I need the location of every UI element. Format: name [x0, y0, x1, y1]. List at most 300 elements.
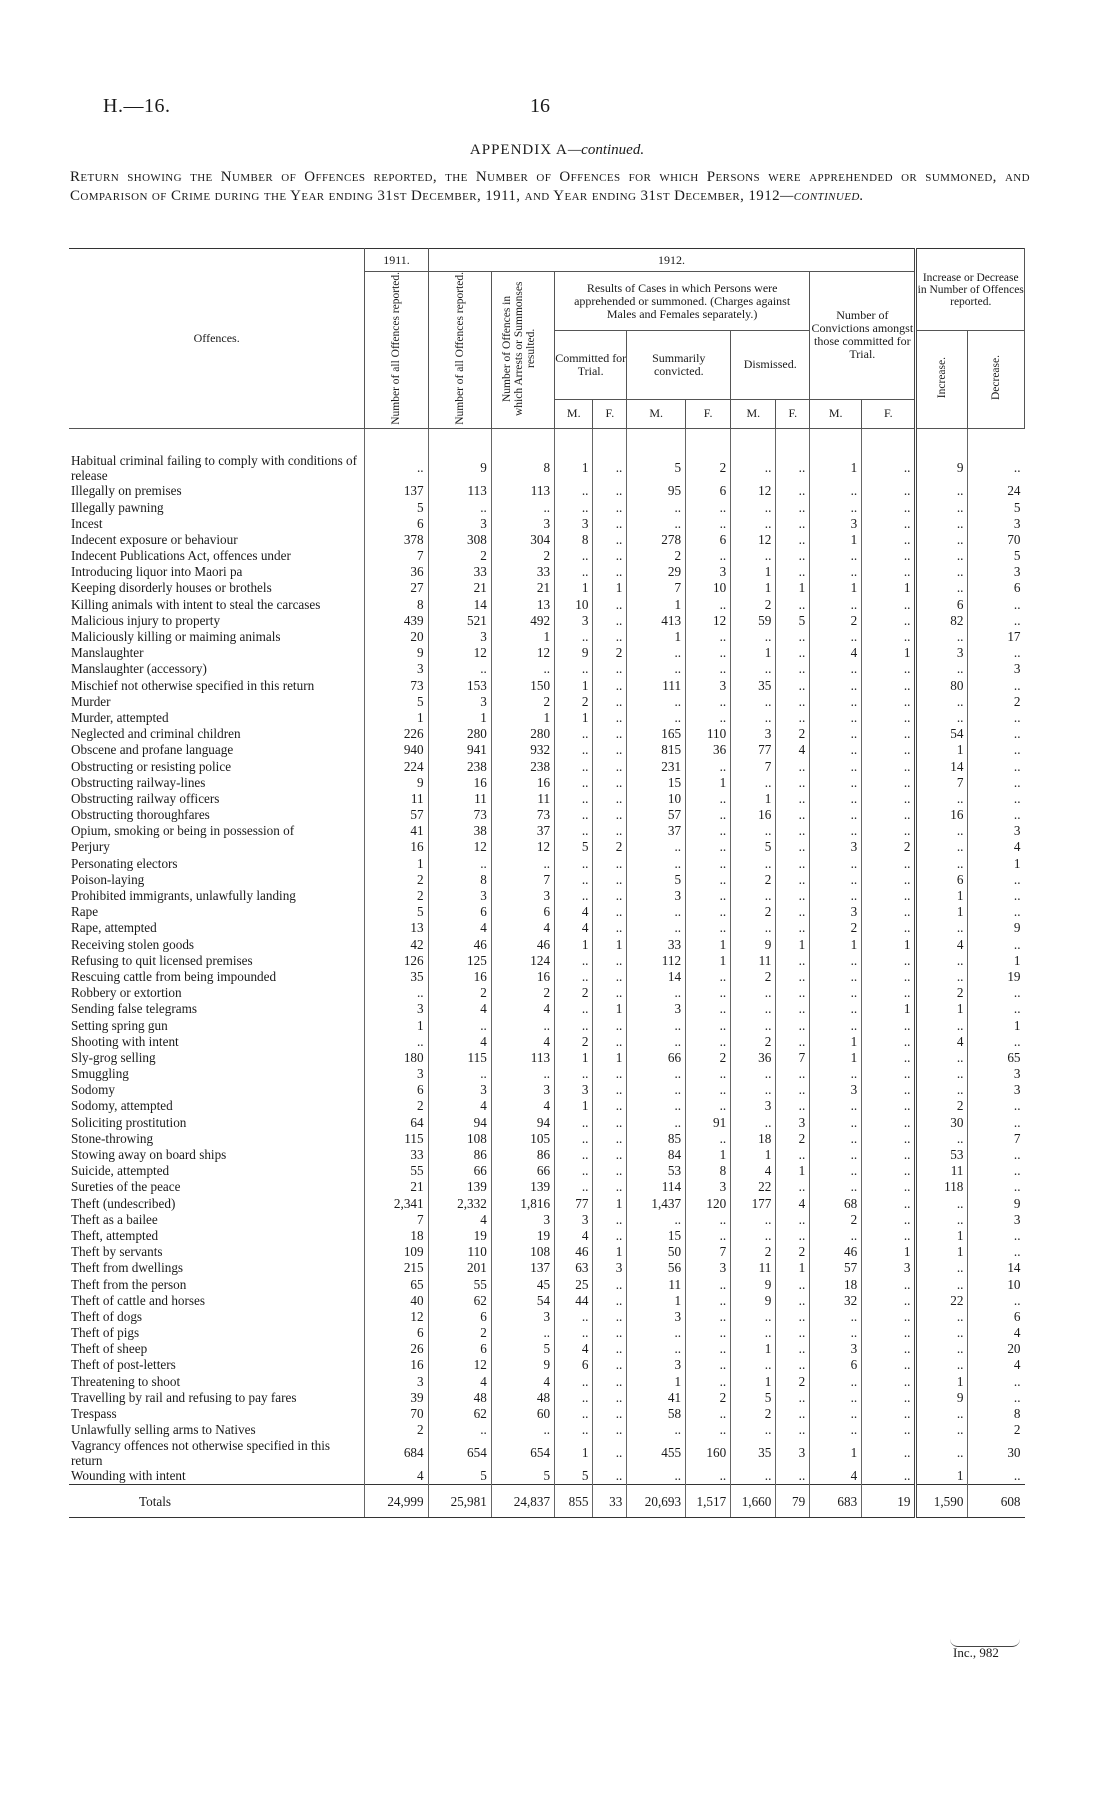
table-cell: 10: [686, 580, 731, 596]
table-cell: ..: [593, 1308, 627, 1324]
table-cell: 1: [731, 564, 776, 580]
table-cell: ..: [686, 1001, 731, 1017]
table-cell: ..: [593, 855, 627, 871]
table-cell: 3: [776, 1114, 810, 1130]
table-cell: ..: [593, 1227, 627, 1243]
table-cell: ..: [731, 1114, 776, 1130]
table-cell: ..: [593, 790, 627, 806]
table-cell: 13: [365, 920, 428, 936]
table-cell: 3: [968, 1082, 1025, 1098]
table-cell: 2,332: [428, 1195, 491, 1211]
table-cell: 46: [491, 936, 554, 952]
totals-label: Totals: [69, 1485, 365, 1518]
offence-name: Opium, smoking or being in possession of: [71, 823, 295, 839]
table-cell: ..: [491, 661, 554, 677]
table-cell: ..: [555, 807, 593, 823]
table-cell: ..: [593, 483, 627, 499]
table-cell: 3: [968, 661, 1025, 677]
table-cell: ..: [776, 790, 810, 806]
table-cell: 1: [686, 936, 731, 952]
page-number: 16: [530, 95, 550, 117]
table-cell: ..: [916, 1130, 968, 1146]
table-cell: 940: [365, 742, 428, 758]
table-cell: ..: [555, 968, 593, 984]
table-cell: ..: [731, 1325, 776, 1341]
table-cell: ..: [593, 1468, 627, 1485]
table-cell: 11: [627, 1276, 686, 1292]
table-row: [69, 1082, 1025, 1098]
table-cell: ..: [686, 1405, 731, 1421]
offence-name: Perjury: [71, 839, 110, 855]
table-row: [69, 483, 1025, 499]
table-cell: 73: [491, 807, 554, 823]
table-cell: ..: [862, 709, 916, 725]
table-cell: 1: [968, 1017, 1025, 1033]
table-cell: ..: [555, 952, 593, 968]
table-cell: ..: [776, 1422, 810, 1438]
table-cell: 7: [731, 758, 776, 774]
table-cell: 3: [491, 1211, 554, 1227]
totals-row: [69, 1485, 1025, 1518]
table-cell: 11: [916, 1163, 968, 1179]
table-cell: 2: [776, 1130, 810, 1146]
table-cell: ..: [428, 855, 491, 871]
table-cell: ..: [862, 1422, 916, 1438]
table-cell: 66: [428, 1163, 491, 1179]
table-cell: ..: [731, 1066, 776, 1082]
table-cell: ..: [686, 1373, 731, 1389]
table-cell: 33: [491, 564, 554, 580]
table-cell: 201: [428, 1260, 491, 1276]
table-cell: ..: [968, 428, 1025, 483]
table-cell: 1: [686, 1146, 731, 1162]
table-cell: 36: [686, 742, 731, 758]
table-cell: ..: [731, 515, 776, 531]
table-cell: ..: [810, 952, 862, 968]
table-cell: ..: [968, 1098, 1025, 1114]
table-cell: ..: [593, 1098, 627, 1114]
table-cell: 1: [593, 1049, 627, 1065]
table-row: [69, 1276, 1025, 1292]
table-cell: 12: [428, 645, 491, 661]
table-cell: 1: [810, 1438, 862, 1468]
table-cell: ..: [776, 515, 810, 531]
table-cell: 105: [491, 1130, 554, 1146]
table-row: [69, 580, 1025, 596]
table-cell: 9: [555, 645, 593, 661]
table-cell: ..: [916, 1276, 968, 1292]
table-cell: 16: [428, 968, 491, 984]
table-cell: ..: [862, 807, 916, 823]
offence-name: Trespass: [71, 1406, 117, 1422]
offence-name: Personating electors: [71, 855, 178, 871]
table-cell: ..: [627, 1017, 686, 1033]
table-cell: ..: [968, 871, 1025, 887]
table-cell: 85: [627, 1130, 686, 1146]
offence-name: Theft as a bailee: [71, 1211, 158, 1227]
table-cell: ..: [627, 1114, 686, 1130]
table-cell: ..: [731, 985, 776, 1001]
table-cell: 3: [686, 1260, 731, 1276]
table-cell: ..: [862, 1082, 916, 1098]
table-cell: ..: [862, 1114, 916, 1130]
offence-name: Sodomy, attempted: [71, 1098, 173, 1114]
table-cell: ..: [810, 693, 862, 709]
table-cell: 44: [555, 1292, 593, 1308]
table-cell: ..: [627, 855, 686, 871]
table-cell: ..: [810, 887, 862, 903]
table-cell: 5: [776, 612, 810, 628]
table-cell: 3: [731, 1098, 776, 1114]
table-cell: 91: [686, 1114, 731, 1130]
table-cell: ..: [627, 693, 686, 709]
table-cell: ..: [810, 1001, 862, 1017]
table-cell: 39: [365, 1389, 428, 1405]
table-row: [69, 1468, 1025, 1485]
table-cell: 37: [491, 823, 554, 839]
table-cell: 1: [862, 580, 916, 596]
table-cell: ..: [593, 1211, 627, 1227]
table-cell: ..: [916, 564, 968, 580]
offence-name: Smuggling: [71, 1066, 129, 1082]
offence-name: Threatening to shoot: [71, 1373, 181, 1389]
table-cell: 137: [491, 1260, 554, 1276]
table-cell: ..: [593, 564, 627, 580]
table-cell: ..: [555, 1114, 593, 1130]
table-cell: ..: [627, 499, 686, 515]
table-cell: 1: [810, 531, 862, 547]
table-cell: ..: [776, 952, 810, 968]
table-cell: 11: [491, 790, 554, 806]
table-cell: 4: [428, 1001, 491, 1017]
table-cell: ..: [491, 855, 554, 871]
offence-name: Rape, attempted: [71, 920, 157, 936]
table-cell: 3: [365, 661, 428, 677]
table-cell: 2: [627, 548, 686, 564]
table-cell: 80: [916, 677, 968, 693]
table-cell: 38: [428, 823, 491, 839]
offence-name: Robbery or extortion: [71, 985, 182, 1001]
offence-name: Sodomy: [71, 1082, 115, 1098]
table-cell: ..: [776, 628, 810, 644]
table-cell: 3: [428, 887, 491, 903]
table-cell: ..: [916, 1325, 968, 1341]
table-cell: ..: [862, 612, 916, 628]
table-cell: 7: [365, 1211, 428, 1227]
total-cell: 24,999: [365, 1485, 428, 1518]
table-cell: 77: [731, 742, 776, 758]
table-cell: 3: [627, 1308, 686, 1324]
table-cell: 110: [686, 726, 731, 742]
table-cell: 4: [428, 1373, 491, 1389]
table-row: [69, 612, 1025, 628]
table-row: [69, 1389, 1025, 1405]
table-cell: ..: [593, 515, 627, 531]
table-cell: 413: [627, 612, 686, 628]
table-cell: ..: [916, 661, 968, 677]
table-cell: 126: [365, 952, 428, 968]
table-cell: 2: [731, 871, 776, 887]
table-cell: ..: [686, 823, 731, 839]
table-cell: 2: [776, 1244, 810, 1260]
table-cell: 4: [491, 1373, 554, 1389]
table-cell: ..: [686, 628, 731, 644]
table-cell: 7: [627, 580, 686, 596]
table-cell: 110: [428, 1244, 491, 1260]
table-row: [69, 628, 1025, 644]
table-cell: 7: [491, 871, 554, 887]
table-cell: ..: [491, 1325, 554, 1341]
table-cell: ..: [593, 742, 627, 758]
table-cell: 3: [686, 677, 731, 693]
table-cell: 3: [555, 1082, 593, 1098]
table-cell: 1: [491, 628, 554, 644]
table-cell: ..: [365, 1033, 428, 1049]
table-cell: 8: [365, 596, 428, 612]
table-cell: 20: [365, 628, 428, 644]
table-cell: 492: [491, 612, 554, 628]
table-cell: ..: [810, 823, 862, 839]
table-cell: 2: [810, 1211, 862, 1227]
table-cell: 1: [731, 1373, 776, 1389]
table-cell: 150: [491, 677, 554, 693]
table-cell: ..: [686, 887, 731, 903]
table-row: [69, 807, 1025, 823]
table-cell: 35: [731, 1438, 776, 1468]
table-cell: ..: [428, 1066, 491, 1082]
table-cell: 16: [731, 807, 776, 823]
table-cell: 108: [428, 1130, 491, 1146]
offences-column-header: Offences.: [69, 249, 365, 429]
table-cell: ..: [627, 1082, 686, 1098]
table-cell: 25: [555, 1276, 593, 1292]
table-cell: 54: [491, 1292, 554, 1308]
table-cell: 4: [428, 1033, 491, 1049]
table-cell: 8: [428, 871, 491, 887]
table-cell: 6: [365, 1325, 428, 1341]
table-cell: 14: [428, 596, 491, 612]
offence-name: Theft of cattle and horses: [71, 1292, 206, 1308]
table-cell: 19: [428, 1227, 491, 1243]
table-cell: ..: [731, 1422, 776, 1438]
table-cell: 3: [593, 1260, 627, 1276]
table-cell: ..: [862, 726, 916, 742]
table-cell: ..: [862, 1325, 916, 1341]
table-cell: ..: [916, 1438, 968, 1468]
table-cell: ..: [862, 677, 916, 693]
table-cell: 378: [365, 531, 428, 547]
table-cell: ..: [627, 985, 686, 1001]
table-cell: 4: [555, 1227, 593, 1243]
table-cell: 11: [428, 790, 491, 806]
table-cell: ..: [731, 1308, 776, 1324]
table-cell: 4: [555, 904, 593, 920]
table-cell: ..: [776, 709, 810, 725]
table-cell: 1: [776, 1163, 810, 1179]
table-row: [69, 985, 1025, 1001]
table-cell: ..: [555, 1146, 593, 1162]
table-cell: 57: [627, 807, 686, 823]
table-cell: 5: [491, 1468, 554, 1485]
table-cell: 1: [555, 936, 593, 952]
table-cell: 8: [968, 1405, 1025, 1421]
table-cell: 1: [731, 580, 776, 596]
table-cell: ..: [862, 531, 916, 547]
table-cell: 2: [555, 693, 593, 709]
table-cell: ..: [593, 968, 627, 984]
table-cell: 125: [428, 952, 491, 968]
table-row: [69, 952, 1025, 968]
table-cell: 36: [365, 564, 428, 580]
table-cell: 21: [365, 1179, 428, 1195]
table-cell: 2: [916, 1098, 968, 1114]
summarily-m: M.: [627, 399, 686, 428]
table-cell: ..: [862, 920, 916, 936]
table-cell: 1: [555, 677, 593, 693]
table-cell: 7: [365, 548, 428, 564]
table-cell: ..: [810, 661, 862, 677]
table-row: [69, 1033, 1025, 1049]
table-cell: 32: [810, 1292, 862, 1308]
table-row: [69, 677, 1025, 693]
table-cell: ..: [686, 1292, 731, 1308]
offence-name: Obstructing or resisting police: [71, 758, 232, 774]
table-cell: 231: [627, 758, 686, 774]
table-cell: ..: [555, 758, 593, 774]
table-cell: ..: [916, 1017, 968, 1033]
table-cell: 22: [731, 1179, 776, 1195]
table-cell: 57: [365, 807, 428, 823]
table-cell: 2: [968, 693, 1025, 709]
table-cell: ..: [593, 726, 627, 742]
table-cell: 1: [555, 1098, 593, 1114]
table-cell: 77: [555, 1195, 593, 1211]
table-cell: ..: [916, 855, 968, 871]
net-change-note: Inc., 982: [953, 1645, 999, 1660]
table-cell: 278: [627, 531, 686, 547]
table-cell: 3: [428, 693, 491, 709]
table-cell: ..: [916, 790, 968, 806]
table-cell: 3: [776, 1438, 810, 1468]
year-1911-header: 1911.: [365, 249, 428, 272]
table-title: Return showing the Number of Offences reported, the Number of Offences for which Persons were apprehended or summoned, and Comparison of Crime during the Year ending 31st December, 1911, and Year ending 31st December, 1912—continued.: [70, 169, 1030, 204]
offence-name: Malicious injury to property: [71, 612, 221, 628]
offence-name: Obstructing railway-lines: [71, 774, 206, 790]
table-cell: 1: [365, 855, 428, 871]
table-cell: ..: [968, 709, 1025, 725]
table-cell: ..: [776, 904, 810, 920]
table-cell: 1,437: [627, 1195, 686, 1211]
table-cell: ..: [593, 1130, 627, 1146]
table-cell: 15: [627, 774, 686, 790]
table-cell: 1: [555, 1438, 593, 1468]
offence-name: Receiving stolen goods: [71, 936, 195, 952]
table-cell: ..: [686, 807, 731, 823]
table-cell: 2: [365, 1098, 428, 1114]
table-cell: 65: [968, 1049, 1025, 1065]
table-cell: ..: [862, 1468, 916, 1485]
table-cell: 1: [810, 1033, 862, 1049]
table-cell: 2: [428, 1325, 491, 1341]
table-cell: ..: [862, 1179, 916, 1195]
table-cell: ..: [968, 596, 1025, 612]
table-cell: ..: [916, 1422, 968, 1438]
table-cell: 16: [916, 807, 968, 823]
table-cell: 22: [916, 1292, 968, 1308]
table-cell: 12: [428, 839, 491, 855]
table-cell: 177: [731, 1195, 776, 1211]
table-cell: 48: [428, 1389, 491, 1405]
table-cell: ..: [916, 1211, 968, 1227]
table-cell: ..: [593, 985, 627, 1001]
table-cell: 2: [365, 887, 428, 903]
table-cell: ..: [862, 758, 916, 774]
table-cell: ..: [731, 709, 776, 725]
table-cell: ..: [862, 628, 916, 644]
table-cell: ..: [555, 1325, 593, 1341]
table-cell: 280: [491, 726, 554, 742]
table-row: [69, 839, 1025, 855]
table-row: [69, 499, 1025, 515]
table-cell: ..: [491, 1017, 554, 1033]
table-cell: ..: [862, 428, 916, 483]
table-cell: ..: [810, 871, 862, 887]
table-cell: ..: [916, 1066, 968, 1082]
offence-name: Shooting with intent: [71, 1033, 179, 1049]
table-cell: ..: [810, 807, 862, 823]
table-cell: 5: [968, 499, 1025, 515]
table-cell: 2: [555, 985, 593, 1001]
table-cell: ..: [731, 428, 776, 483]
table-cell: ..: [555, 499, 593, 515]
table-cell: ..: [862, 661, 916, 677]
table-cell: ..: [593, 1389, 627, 1405]
offence-name: Obstructing railway officers: [71, 790, 220, 806]
table-cell: ..: [968, 726, 1025, 742]
table-cell: ..: [968, 1001, 1025, 1017]
table-cell: 37: [627, 823, 686, 839]
table-cell: 2: [491, 693, 554, 709]
table-cell: 66: [491, 1163, 554, 1179]
table-cell: ..: [968, 904, 1025, 920]
table-row: [69, 904, 1025, 920]
table-cell: 7: [968, 1130, 1025, 1146]
table-body: [69, 428, 1025, 1517]
table-cell: ..: [593, 1163, 627, 1179]
table-cell: ..: [686, 1468, 731, 1485]
offence-name: Unlawfully selling arms to Natives: [71, 1422, 256, 1438]
table-cell: ..: [916, 1405, 968, 1421]
table-row: [69, 1292, 1025, 1308]
table-cell: 1: [555, 709, 593, 725]
table-row: [69, 1260, 1025, 1276]
table-cell: 114: [627, 1179, 686, 1195]
table-cell: 3: [810, 1341, 862, 1357]
table-cell: 4: [428, 920, 491, 936]
table-row: [69, 1308, 1025, 1324]
offence-name: Stone-throwing: [71, 1130, 154, 1146]
table-cell: 1: [862, 645, 916, 661]
table-cell: ..: [862, 985, 916, 1001]
total-cell: 19: [862, 1485, 916, 1518]
table-cell: 4: [491, 1033, 554, 1049]
table-cell: 1: [916, 1244, 968, 1260]
table-cell: ..: [776, 968, 810, 984]
table-cell: ..: [776, 1146, 810, 1162]
table-cell: 12: [491, 839, 554, 855]
total-cell: 1,517: [686, 1485, 731, 1518]
table-cell: 12: [686, 612, 731, 628]
